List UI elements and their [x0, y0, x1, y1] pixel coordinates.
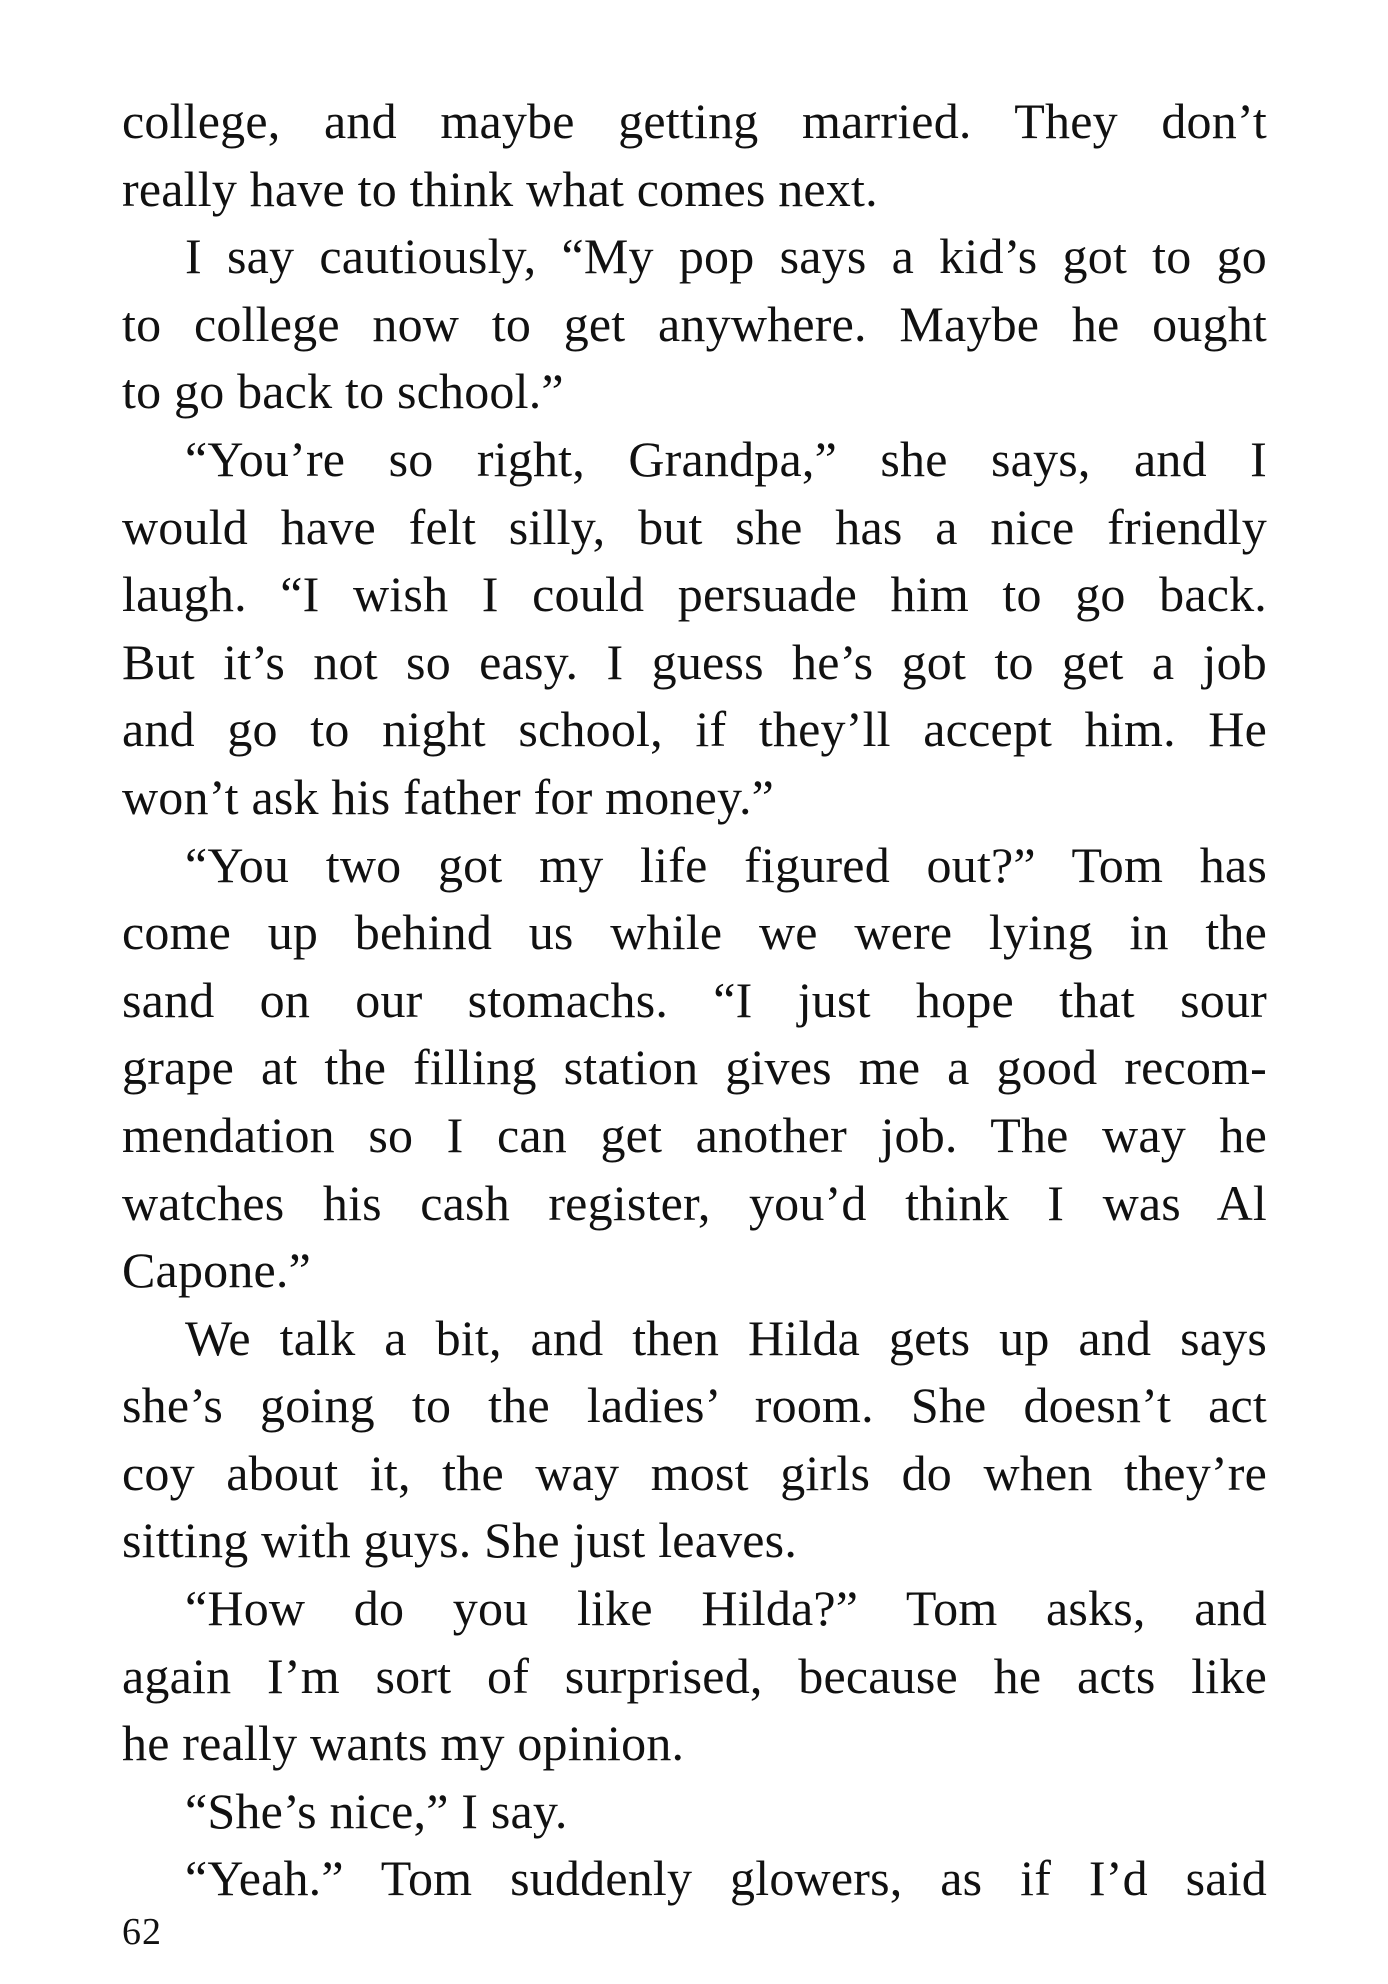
text-line: coy about it, the way most girls do when they’re — [122, 1444, 1267, 1501]
text-line: “How do you like Hilda?” Tom asks, and — [185, 1580, 1267, 1637]
text-line: mendation so I can get another job. The way he — [122, 1106, 1267, 1163]
text-line: Capone.” — [122, 1242, 312, 1299]
text-line: he really wants my opinion. — [122, 1715, 685, 1772]
body-text — [122, 88, 1267, 1913]
text-line: I say cautiously, “My pop says a kid’s got to go — [185, 228, 1267, 285]
text-line: and go to night school, if they’ll accept him. He — [122, 701, 1267, 758]
text-line: won’t ask his father for money.” — [122, 768, 775, 825]
text-line: college, and maybe getting married. They don’t — [122, 93, 1267, 149]
text-line: she’s going to the ladies’ room. She doesn’t act — [122, 1377, 1267, 1434]
text-line: grape at the filling station gives me a good recom- — [122, 1039, 1267, 1096]
text-line: “You’re so right, Grandpa,” she says, and I — [185, 430, 1267, 487]
text-line: sand on our stomachs. “I just hope that sour — [122, 971, 1267, 1028]
text-line: “She’s nice,” I say. — [185, 1782, 568, 1839]
text-line: to college now to get anywhere. Maybe he ought — [122, 295, 1267, 352]
text-line: “Yeah.” Tom suddenly glowers, as if I’d said — [185, 1850, 1267, 1907]
text-line: really have to think what comes next. — [122, 160, 878, 217]
text-line: to go back to school.” — [122, 363, 564, 420]
text-line: watches his cash register, you’d think I was Al — [122, 1174, 1267, 1231]
page-number: 62 — [122, 1911, 162, 1953]
text-line: come up behind us while we were lying in the — [122, 904, 1267, 961]
text-line: sitting with guys. She just leaves. — [122, 1512, 798, 1569]
text-line: again I’m sort of surprised, because he acts like — [122, 1647, 1267, 1704]
text-line: would have felt silly, but she has a nice friendly — [122, 498, 1267, 555]
text-line: But it’s not so easy. I guess he’s got to get a job — [122, 633, 1267, 690]
text-line: We talk a bit, and then Hilda gets up and says — [185, 1309, 1267, 1366]
text-line: laugh. “I wish I could persuade him to go back. — [122, 566, 1267, 623]
text-line: “You two got my life figured out?” Tom has — [185, 836, 1267, 893]
